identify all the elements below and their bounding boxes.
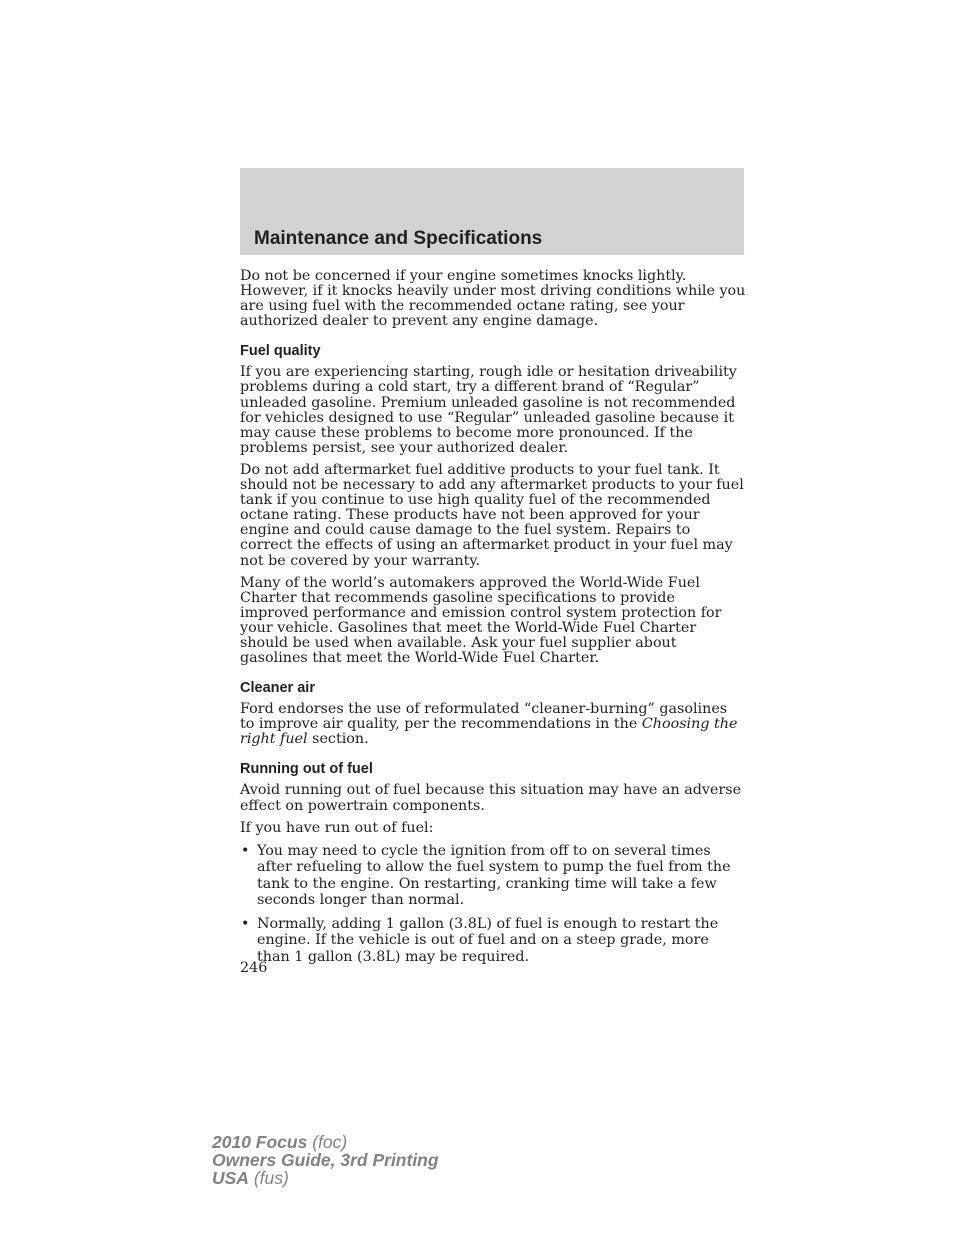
footer-market: USA — [212, 1168, 249, 1188]
footer-market-code: (fus) — [248, 1168, 289, 1188]
cleaner-air-text-end: section. — [307, 731, 369, 748]
cleaner-air-paragraph — [240, 702, 746, 747]
page-number: 246 — [240, 960, 268, 976]
footer-model-code: (foc) — [307, 1132, 348, 1152]
bullet-item-cycle-ignition: • You may need to cycle the ignition from off to on several times after refueling to allow the fuel system to pump the fuel from the tank to the engine. On restarting, cranking time will take a few seconds longer than normal. — [240, 843, 746, 909]
footer-line-model — [212, 1133, 439, 1151]
running-out-paragraph-1: Avoid running out of fuel because this situation may have an adverse effect on powertrain components. — [240, 782, 742, 814]
document-footer — [212, 1133, 439, 1187]
section-title: Maintenance and Specifications — [254, 228, 543, 249]
fuel-quality-paragraph-1: If you are experiencing starting, rough idle or hesitation driveability problems during a cold start, try a different brand of “Regular” unleaded gasoline. Premium unleaded gasoline is not recommended for vehicles designed to use “Regular” unleaded gasoline because it may cause these problems to become more pronounced. If the problems persist, see your authorized dealer. — [240, 364, 737, 456]
heading-fuel-quality: Fuel quality — [240, 343, 321, 360]
running-out-bullet-list — [240, 843, 746, 966]
heading-running-out-of-fuel: Running out of fuel — [240, 761, 373, 778]
heading-cleaner-air: Cleaner air — [240, 680, 315, 697]
page-body — [240, 269, 746, 972]
fuel-quality-paragraph-3: Many of the world’s automakers approved the World-Wide Fuel Charter that recommends gasoline specifications to provide improved performance and emission control system protection for your vehicle. Gasolines that meet the World-Wide Fuel Charter should be used when available. Ask your fuel supplier about gasolines that meet the World-Wide Fuel Charter. — [240, 574, 722, 667]
footer-line-guide: Owners Guide, 3rd Printing — [212, 1150, 439, 1170]
fuel-quality-paragraph-2: Do not add aftermarket fuel additive products to your fuel tank. It should not be necessary to add any aftermarket products to your fuel tank if you continue to use high quality fuel of the recommended octane rating. These products have not been approved for your engine and could cause damage to the fuel system. Repairs to correct the effects of using an aftermarket product in your fuel may not be covered by your warranty. — [240, 461, 744, 569]
section-header-band — [240, 168, 744, 255]
bullet-item-add-fuel: • Normally, adding 1 gallon (3.8L) of fuel is enough to restart the engine. If the vehicle is out of fuel and on a steep grade, more than 1 gallon (3.8L) may be required. — [240, 916, 746, 966]
intro-paragraph: Do not be concerned if your engine sometimes knocks lightly. However, if it knocks heavily under most driving conditions while you are using fuel with the recommended octane rating, see your authorized dealer to prevent any engine damage. — [240, 268, 746, 330]
footer-model: 2010 Focus — [212, 1132, 308, 1152]
footer-line-market — [212, 1169, 439, 1187]
cross-reference-choosing-fuel: Choosing the right fuel — [240, 716, 738, 748]
cleaner-air-text-start: Ford endorses the use of reformulated “cleaner-burning” gasolines to improve air quality, per the recommendations in the — [240, 701, 728, 733]
running-out-paragraph-2: If you have run out of fuel: — [240, 819, 434, 836]
